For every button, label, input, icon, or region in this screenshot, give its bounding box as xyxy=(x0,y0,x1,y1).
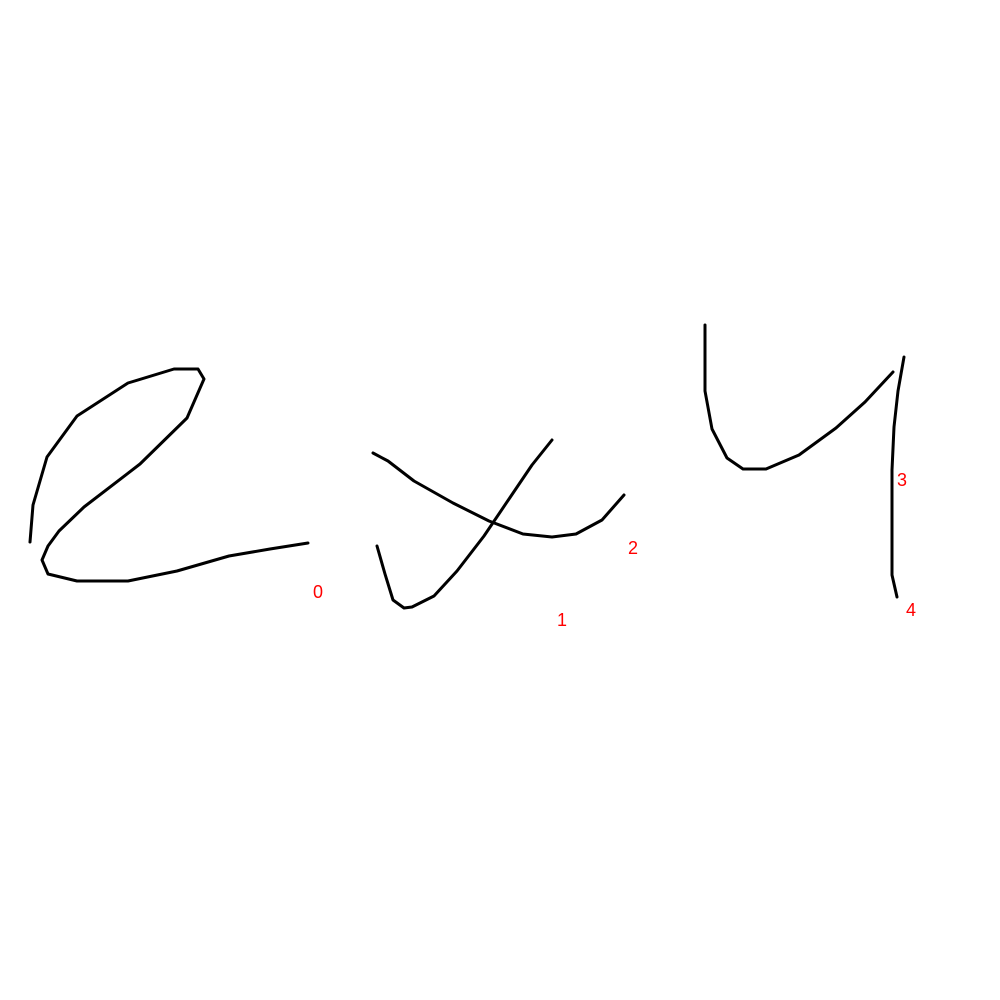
stroke-label-1: 1 xyxy=(557,610,568,630)
stroke-label-0: 0 xyxy=(313,582,324,602)
stroke-label-2: 2 xyxy=(628,538,639,558)
stroke-label-4: 4 xyxy=(906,600,917,620)
stroke-label-3: 3 xyxy=(897,470,908,490)
